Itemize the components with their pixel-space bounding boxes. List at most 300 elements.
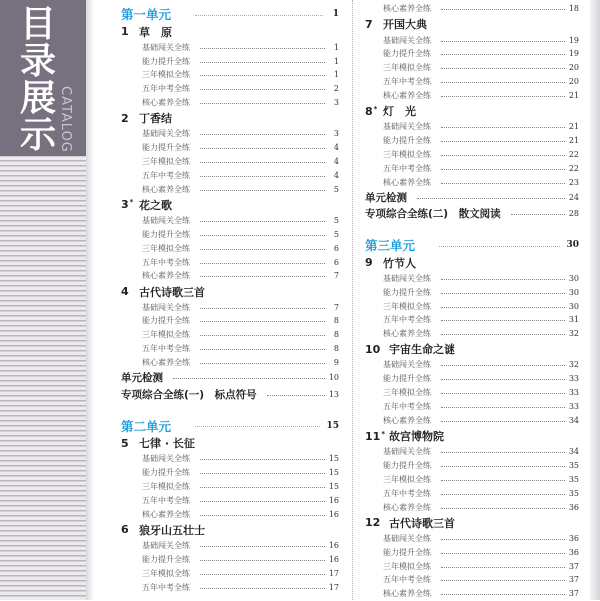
sub-title: 三年模拟全练 [383, 388, 431, 398]
sub-title: 三年模拟全练 [142, 568, 190, 578]
page-number: 13 [328, 389, 339, 399]
toc-lesson-row[interactable] [365, 16, 579, 33]
page-number: 37 [568, 589, 579, 599]
toc-sub-row[interactable] [121, 480, 339, 494]
dot-leader [441, 580, 565, 581]
lesson-title: 开国大典 [383, 18, 427, 32]
toc-sub-row[interactable] [121, 300, 339, 314]
toc-sub-row[interactable] [121, 141, 339, 155]
page-number: 35 [568, 460, 579, 470]
dot-leader [441, 365, 565, 366]
dot-leader [441, 54, 565, 55]
title-char: 展 [19, 78, 56, 119]
dot-leader [441, 41, 565, 42]
dot-leader [441, 96, 565, 97]
sub-title: 核心素养全练 [383, 416, 431, 425]
lesson-title: 故宫博物院 [389, 430, 444, 444]
sub-title: 五年中考全练 [142, 495, 190, 505]
sub-title: 核心素养全练 [142, 358, 190, 368]
dot-leader [200, 487, 325, 488]
toc-lesson-row[interactable] [121, 110, 339, 127]
toc-lesson-row[interactable] [365, 427, 579, 444]
page-number: 10 [328, 373, 339, 383]
page-number: 35 [568, 488, 579, 498]
sub-title: 三年模拟全练 [142, 481, 190, 491]
page-number: 35 [568, 474, 579, 484]
sub-title: 三年模拟全练 [142, 243, 190, 253]
dot-leader [200, 459, 325, 460]
dot-leader [441, 466, 565, 467]
toc-sub-row[interactable] [121, 538, 339, 552]
title-char: 录 [19, 41, 56, 82]
dot-leader [200, 75, 325, 76]
toc-sub-row[interactable] [121, 155, 339, 169]
page-number: 30 [568, 273, 579, 283]
lesson-title: 宇宙生命之谜 [389, 343, 455, 357]
page-number: 21 [568, 136, 579, 146]
page-number: 28 [568, 209, 579, 219]
dot-leader [441, 407, 565, 408]
page-number: 7 [333, 271, 339, 281]
page-number: 8 [333, 316, 339, 326]
lesson-title: 竹节人 [383, 256, 416, 270]
sub-title: 能力提升全练 [383, 287, 431, 297]
dot-leader [200, 162, 325, 163]
sub-title: 核心素养全练 [383, 329, 431, 339]
page-number: 36 [568, 502, 579, 512]
toc-unit-row[interactable] [121, 5, 339, 23]
lesson-title: 花之歌 [139, 198, 172, 212]
page-number: 33 [568, 374, 579, 384]
page-number: 33 [568, 402, 579, 412]
dot-leader [441, 127, 565, 128]
sub-title: 核心素养全练 [142, 98, 190, 108]
page-number: 7 [333, 302, 339, 312]
lesson-title: 古代诗歌三首 [139, 285, 205, 299]
dot-leader [441, 567, 565, 568]
lesson-number-text: 7 [365, 17, 373, 31]
dot-leader [200, 89, 325, 90]
toc-sub-row[interactable] [365, 148, 579, 162]
toc-special-row[interactable] [365, 189, 579, 206]
toc-sub-row[interactable] [365, 61, 579, 75]
page-number: 1 [332, 9, 339, 19]
sub-title: 三年模拟全练 [383, 301, 431, 311]
sub-title: 基础闯关全练 [142, 454, 190, 464]
page-number: 31 [568, 315, 579, 325]
sub-title: 核心素养全练 [383, 589, 431, 599]
sub-title: 五年中考全练 [383, 575, 431, 585]
toc-sub-row[interactable] [365, 386, 579, 400]
dot-leader [200, 546, 325, 547]
page-number: 15 [328, 481, 339, 491]
sub-title: 能力提升全练 [142, 143, 190, 153]
dot-leader [200, 134, 325, 135]
sub-title: 能力提升全练 [142, 316, 190, 326]
page-number: 3 [333, 98, 339, 108]
dot-leader [200, 221, 325, 222]
dot-leader [195, 426, 320, 427]
toc-sub-row[interactable] [121, 40, 339, 54]
toc-sub-row[interactable] [121, 241, 339, 255]
toc-sub-row[interactable] [365, 587, 579, 601]
dot-leader [441, 594, 565, 595]
page-number: 30 [568, 301, 579, 311]
sub-title: 五年中考全练 [142, 84, 190, 94]
toc-sub-row[interactable] [121, 96, 339, 110]
sub-title: 能力提升全练 [383, 547, 431, 557]
toc-sub-row[interactable] [365, 358, 579, 372]
lesson-title: 古代诗歌三首 [389, 516, 455, 530]
page-number: 5 [333, 184, 339, 194]
page-number: 32 [568, 329, 579, 339]
page-number: 4 [333, 157, 339, 167]
sub-title: 基础闯关全练 [383, 447, 431, 457]
toc-special-row[interactable] [121, 370, 339, 387]
dot-leader [200, 501, 325, 502]
lesson-title: 狼牙山五壮士 [139, 523, 205, 537]
dot-leader [441, 307, 565, 308]
sub-title: 能力提升全练 [383, 460, 431, 470]
self-study-marker: * [129, 198, 134, 207]
toc-sub-row[interactable] [121, 342, 339, 356]
toc-lesson-row[interactable] [121, 196, 339, 213]
toc-lesson-row[interactable] [121, 23, 339, 40]
toc-sub-row[interactable] [121, 127, 339, 141]
self-study-marker: * [381, 429, 385, 438]
toc-sub-row[interactable] [365, 414, 579, 428]
sub-title: 基础闯关全练 [383, 35, 431, 45]
sub-title: 五年中考全练 [383, 163, 431, 173]
lesson-number-text: 5 [121, 436, 129, 450]
special-title: 专项综合全练(二) 散文阅读 [365, 208, 501, 221]
page-number: 3 [333, 129, 339, 139]
page-number: 16 [328, 495, 339, 505]
toc-column-right [365, 0, 579, 601]
lesson-number-text: 4 [121, 285, 129, 299]
dot-leader [200, 263, 325, 264]
page-number: 36 [568, 547, 579, 557]
lesson-number-text: 3 [121, 198, 129, 212]
sub-title: 基础闯关全练 [142, 129, 190, 139]
page-number: 23 [568, 177, 579, 187]
toc-lesson-row[interactable] [365, 254, 579, 271]
page-number: 30 [568, 287, 579, 297]
lesson-number-text: 6 [121, 523, 129, 537]
toc-sub-row[interactable] [365, 545, 579, 559]
dot-leader [511, 214, 565, 215]
toc-lesson-row[interactable] [365, 514, 579, 531]
toc-lesson-row[interactable] [121, 521, 339, 538]
dot-leader [200, 473, 325, 474]
lesson-number-text: 9 [365, 256, 373, 270]
toc-sub-row[interactable] [365, 134, 579, 148]
sub-title: 五年中考全练 [383, 77, 431, 87]
sub-title: 能力提升全练 [142, 229, 190, 239]
sub-title: 五年中考全练 [383, 315, 431, 325]
unit-title: 第一单元 [121, 7, 172, 22]
dot-leader [200, 363, 325, 364]
toc-sub-row[interactable] [121, 54, 339, 68]
lesson-number [365, 105, 383, 118]
lesson-title: 灯 光 [383, 105, 416, 119]
sub-title: 五年中考全练 [142, 582, 190, 592]
toc-unit-row[interactable] [365, 236, 579, 254]
page-number: 1 [333, 70, 339, 80]
toc-sub-row[interactable] [365, 33, 579, 47]
toc-lesson-row[interactable] [365, 103, 579, 120]
page-number: 30 [566, 240, 579, 251]
dot-leader [200, 190, 325, 191]
sidebar-title-box [0, 0, 86, 156]
toc-sub-row[interactable] [121, 566, 339, 580]
lesson-number [121, 285, 139, 298]
sub-title: 核心素养全练 [383, 502, 431, 512]
page-number: 9 [333, 358, 339, 368]
dot-leader [200, 308, 325, 309]
dot-leader [200, 235, 325, 236]
page-number: 8 [333, 344, 339, 354]
dot-leader [441, 169, 565, 170]
dot-leader [441, 293, 565, 294]
sub-title: 能力提升全练 [142, 554, 190, 564]
dot-leader [267, 395, 325, 396]
dot-leader [195, 15, 323, 16]
toc-special-row[interactable] [121, 386, 339, 403]
special-title: 单元检测 [121, 372, 163, 385]
toc-lesson-row[interactable] [121, 283, 339, 300]
sidebar-stripes [0, 0, 86, 600]
sub-title: 能力提升全练 [142, 56, 190, 66]
toc-sub-row[interactable] [121, 68, 339, 82]
toc-sub-row[interactable] [365, 313, 579, 327]
toc-sub-row[interactable] [121, 356, 339, 370]
sub-title: 基础闯关全练 [142, 540, 190, 550]
dot-leader [441, 279, 565, 280]
lesson-number [365, 343, 389, 356]
toc-lesson-row[interactable] [121, 435, 339, 452]
toc-sub-row[interactable] [365, 75, 579, 89]
toc-sub-row[interactable] [121, 82, 339, 96]
column-divider [352, 0, 353, 600]
dot-leader [441, 421, 565, 422]
toc-sub-row[interactable] [365, 89, 579, 103]
page-number: 4 [333, 143, 339, 153]
catalog-title [18, 6, 58, 154]
page-number: 22 [568, 149, 579, 159]
page-number: 32 [568, 360, 579, 370]
toc-sub-row[interactable] [365, 2, 579, 16]
toc-sub-row[interactable] [121, 314, 339, 328]
sub-title: 基础闯关全练 [383, 360, 431, 370]
toc-sub-row[interactable] [365, 120, 579, 134]
lesson-title: 草 原 [139, 25, 172, 39]
page-number: 19 [568, 35, 579, 45]
toc-sub-row[interactable] [365, 400, 579, 414]
sub-title: 五年中考全练 [142, 344, 190, 354]
lesson-number [365, 516, 389, 529]
dot-leader [441, 334, 565, 335]
toc-sub-row[interactable] [365, 472, 579, 486]
sub-title: 五年中考全练 [142, 257, 190, 267]
sub-title: 五年中考全练 [142, 170, 190, 180]
toc-sub-row[interactable] [365, 445, 579, 459]
page-number: 16 [328, 554, 339, 564]
dot-leader [441, 539, 565, 540]
sub-title: 核心素养全练 [142, 509, 190, 519]
dot-leader [441, 9, 565, 10]
sub-title: 能力提升全练 [383, 136, 431, 146]
sub-title: 三年模拟全练 [142, 157, 190, 167]
lesson-number [121, 198, 139, 211]
toc-sub-row[interactable] [121, 466, 339, 480]
sub-title: 能力提升全练 [383, 374, 431, 384]
toc-sub-row[interactable] [365, 573, 579, 587]
toc-sub-row[interactable] [121, 493, 339, 507]
self-study-marker: * [373, 104, 378, 113]
toc-sub-row[interactable] [121, 452, 339, 466]
page-number: 8 [333, 330, 339, 340]
page-number: 6 [333, 257, 339, 267]
page-edge-shadow [590, 0, 600, 600]
page-number: 17 [328, 568, 339, 578]
lesson-number-text: 8 [365, 104, 373, 118]
page-number: 16 [328, 509, 339, 519]
toc-sub-row[interactable] [365, 500, 579, 514]
lesson-title: 七律 · 长征 [139, 437, 195, 451]
sub-title: 基础闯关全练 [142, 215, 190, 225]
page-number: 5 [333, 229, 339, 239]
sub-title: 核心素养全练 [142, 184, 190, 194]
sub-title: 核心素养全练 [383, 177, 431, 187]
page-number: 33 [568, 388, 579, 398]
dot-leader [200, 321, 325, 322]
toc-sub-row[interactable] [121, 213, 339, 227]
sub-title: 五年中考全练 [383, 402, 431, 412]
toc-sub-row[interactable] [365, 559, 579, 573]
dot-leader [200, 103, 325, 104]
dot-leader [441, 183, 565, 184]
page-number: 20 [568, 77, 579, 87]
page-number: 15 [328, 454, 339, 464]
page-number: 4 [333, 170, 339, 180]
title-char: 目 [19, 4, 56, 45]
dot-leader [441, 508, 565, 509]
dot-leader [200, 276, 325, 277]
page-number: 24 [568, 192, 579, 202]
dot-leader [441, 82, 565, 83]
page-number: 37 [568, 561, 579, 571]
sub-title: 三年模拟全练 [142, 70, 190, 80]
toc-sub-row[interactable] [365, 327, 579, 341]
toc-sub-row[interactable] [121, 580, 339, 594]
sub-title: 核心素养全练 [142, 271, 190, 281]
lesson-number-text: 2 [121, 111, 129, 125]
sub-title: 核心素养全练 [383, 91, 431, 101]
catalog-subtitle: CATALOG [58, 86, 73, 153]
sub-title: 基础闯关全练 [383, 533, 431, 543]
toc-sub-row[interactable] [365, 531, 579, 545]
sub-title: 基础闯关全练 [142, 302, 190, 312]
dot-leader [439, 246, 560, 247]
toc-sub-row[interactable] [121, 255, 339, 269]
toc-sub-row[interactable] [121, 182, 339, 196]
toc-sub-row[interactable] [121, 552, 339, 566]
page-number: 17 [328, 582, 339, 592]
dot-leader [200, 48, 325, 49]
dot-leader [200, 176, 325, 177]
toc-sub-row[interactable] [365, 175, 579, 189]
toc-sub-row[interactable] [365, 285, 579, 299]
dot-leader [200, 349, 325, 350]
page-number: 18 [568, 4, 579, 14]
toc-special-row[interactable] [365, 206, 579, 223]
page-number: 1 [333, 42, 339, 52]
toc-sub-row[interactable] [121, 269, 339, 283]
toc-sub-row[interactable] [365, 372, 579, 386]
title-char: 示 [19, 115, 56, 156]
toc-sub-row[interactable] [365, 459, 579, 473]
dot-leader [173, 378, 325, 379]
special-title: 专项综合全练(一) 标点符号 [121, 388, 257, 401]
sub-title: 基础闯关全练 [383, 273, 431, 283]
sub-title: 三年模拟全练 [383, 561, 431, 571]
toc-sub-row[interactable] [365, 47, 579, 61]
dot-leader [441, 452, 565, 453]
dot-leader [200, 148, 325, 149]
sub-title: 核心素养全练 [383, 4, 431, 14]
sub-title: 三年模拟全练 [383, 149, 431, 159]
toc-sub-row[interactable] [365, 161, 579, 175]
toc-sub-row[interactable] [121, 328, 339, 342]
lesson-number-text: 10 [365, 342, 381, 356]
dot-leader [441, 141, 565, 142]
page-number: 6 [333, 243, 339, 253]
lesson-number-text: 12 [365, 516, 381, 530]
page-number: 5 [333, 215, 339, 225]
dot-leader [441, 494, 565, 495]
dot-leader [441, 320, 565, 321]
lesson-number [121, 523, 139, 536]
dot-leader [200, 574, 325, 575]
sub-title: 基础闯关全练 [142, 42, 190, 52]
toc-sub-row[interactable] [121, 227, 339, 241]
sub-title: 能力提升全练 [142, 468, 190, 478]
toc-sub-row[interactable] [121, 507, 339, 521]
lesson-number-text: 1 [121, 25, 129, 39]
toc-sub-row[interactable] [365, 271, 579, 285]
toc-sub-row[interactable] [365, 299, 579, 313]
lesson-number [365, 430, 389, 443]
lesson-title: 丁香结 [139, 112, 172, 126]
page-number: 37 [568, 575, 579, 585]
dot-leader [441, 393, 565, 394]
dot-leader [417, 198, 565, 199]
page-number: 15 [328, 468, 339, 478]
toc-sub-row[interactable] [121, 169, 339, 183]
toc-unit-row[interactable] [121, 417, 339, 435]
page-number: 34 [568, 416, 579, 425]
page-number: 2 [333, 84, 339, 94]
unit-title: 第三单元 [365, 238, 416, 254]
lesson-number [121, 437, 139, 450]
page-number: 15 [326, 420, 339, 431]
toc-lesson-row[interactable] [365, 341, 579, 358]
toc-sub-row[interactable] [365, 486, 579, 500]
page-gutter [86, 0, 94, 600]
page-number: 21 [568, 122, 579, 132]
sub-title: 三年模拟全练 [142, 330, 190, 340]
